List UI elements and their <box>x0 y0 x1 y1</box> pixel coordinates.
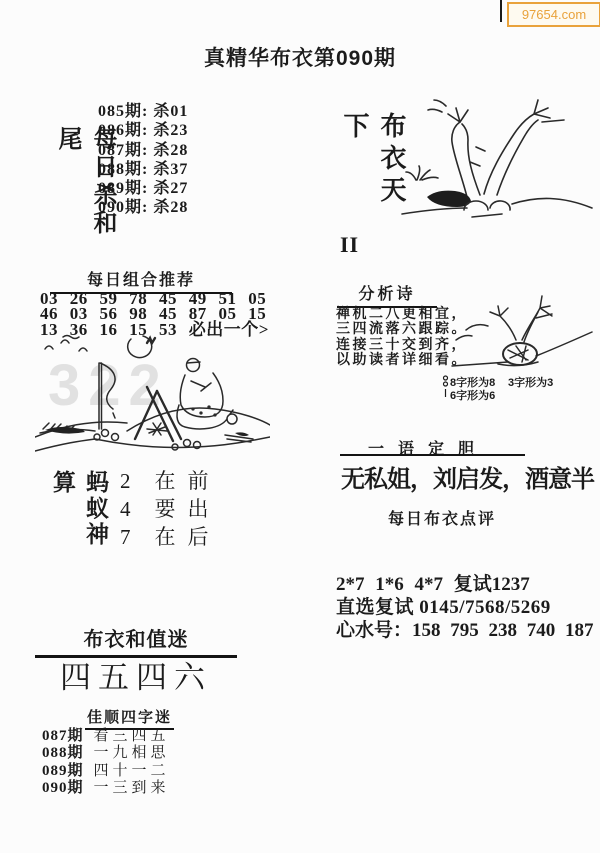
four-char-riddle-title: 佳顺四字迷 <box>85 706 174 730</box>
ant-text: 在后 <box>154 525 221 549</box>
riddle-text: 一三到来 <box>93 780 170 797</box>
riddle-text: 四十一二 <box>93 762 170 779</box>
combo-number-rows <box>40 291 269 337</box>
dan-divider-line <box>340 454 525 456</box>
lucky-numbers-line: 心水号：158 795 238 740 187 <box>336 620 594 641</box>
riddle-row <box>42 763 170 780</box>
ant-row <box>120 468 221 496</box>
sum-riddle-value: 四五四六 <box>60 660 212 695</box>
riddle-row <box>42 728 170 745</box>
riddle-text: 看三四五 <box>93 728 170 744</box>
shape-note: 8字形为8 <box>450 377 496 389</box>
poem-line: 禅机二八更相宜， <box>336 307 468 322</box>
kill-row: 089期: 杀27 <box>98 180 189 198</box>
ink-marks-icon <box>442 375 449 403</box>
ghost-watermark-number: 322 <box>48 353 169 418</box>
poem-line: 连接三十交到齐， <box>336 337 468 353</box>
landscape-sketch <box>35 333 270 468</box>
ant-number: 2 <box>120 469 131 493</box>
sum-riddle-title: 布衣和值迷 <box>35 623 237 658</box>
kill-section-side-title: 每日杀和尾 <box>54 126 115 238</box>
riddle-text: 一九相思 <box>93 745 170 762</box>
kill-list <box>98 102 188 218</box>
dan-subtitle: 每日布衣点评 <box>388 511 497 528</box>
riddle-issue: 088期 <box>42 745 84 762</box>
riddle-issue: 089期 <box>42 762 84 779</box>
poem-line: 以助读者详细看。 <box>336 353 468 369</box>
ant-text: 要出 <box>154 497 221 521</box>
header-divider-line <box>500 0 502 22</box>
mini-tree-sketch <box>448 282 596 374</box>
kill-row: 085期: 杀01 <box>98 103 189 120</box>
combo-section-title: 每日组合推荐 <box>50 267 232 294</box>
dan-section-title: 一语定胆 <box>368 441 489 458</box>
combo-row: 03 26 59 78 45 49 51 05 <box>40 289 267 308</box>
riddle-issue: 090期 <box>42 780 84 797</box>
combo-row: 13 36 16 15 53 必出一个> <box>40 319 269 339</box>
ant-text: 在前 <box>154 469 221 493</box>
tree-sketch <box>372 92 597 242</box>
ant-row <box>120 524 221 552</box>
shape-note: 3字形为3 <box>508 377 554 389</box>
page-title: 真精华布衣第090期 <box>203 47 397 70</box>
series-side-title: 布衣天下 <box>340 112 406 208</box>
site-watermark-link[interactable]: 97654.com <box>507 2 600 27</box>
riddle-row <box>42 780 170 797</box>
ant-oracle-rows <box>120 468 221 552</box>
ant-number: 4 <box>120 497 131 521</box>
poem-line: 三四流落六跟踪。 <box>336 322 468 338</box>
ant-section-side-title: 蚂蚁神算 <box>50 470 108 548</box>
kill-row: 086期: 杀23 <box>98 122 189 140</box>
riddle-issue: 087期 <box>42 728 84 744</box>
shape-note: 6字形为6 <box>450 390 496 402</box>
dan-phrase: 无私姐，刘启发，酒意半 <box>341 467 594 493</box>
ant-number: 7 <box>120 525 131 549</box>
riddle-row <box>42 745 170 762</box>
combo-row: 46 03 56 98 45 87 05 15 <box>40 304 267 324</box>
ant-row <box>120 496 221 524</box>
duplex-numbers-line: 2*7 1*6 4*7 复试1237 <box>336 574 530 595</box>
kill-row: 088期: 杀37 <box>98 160 189 178</box>
series-side-title-suffix: II <box>340 232 360 257</box>
analysis-poem-title: 分析诗 <box>337 281 437 308</box>
four-char-riddle-rows <box>42 728 170 798</box>
kill-row: 090期: 杀28 <box>98 199 189 217</box>
direct-numbers-line: 直选复试 0145/7568/5269 <box>336 597 551 618</box>
kill-row: 087期: 杀28 <box>98 141 189 159</box>
